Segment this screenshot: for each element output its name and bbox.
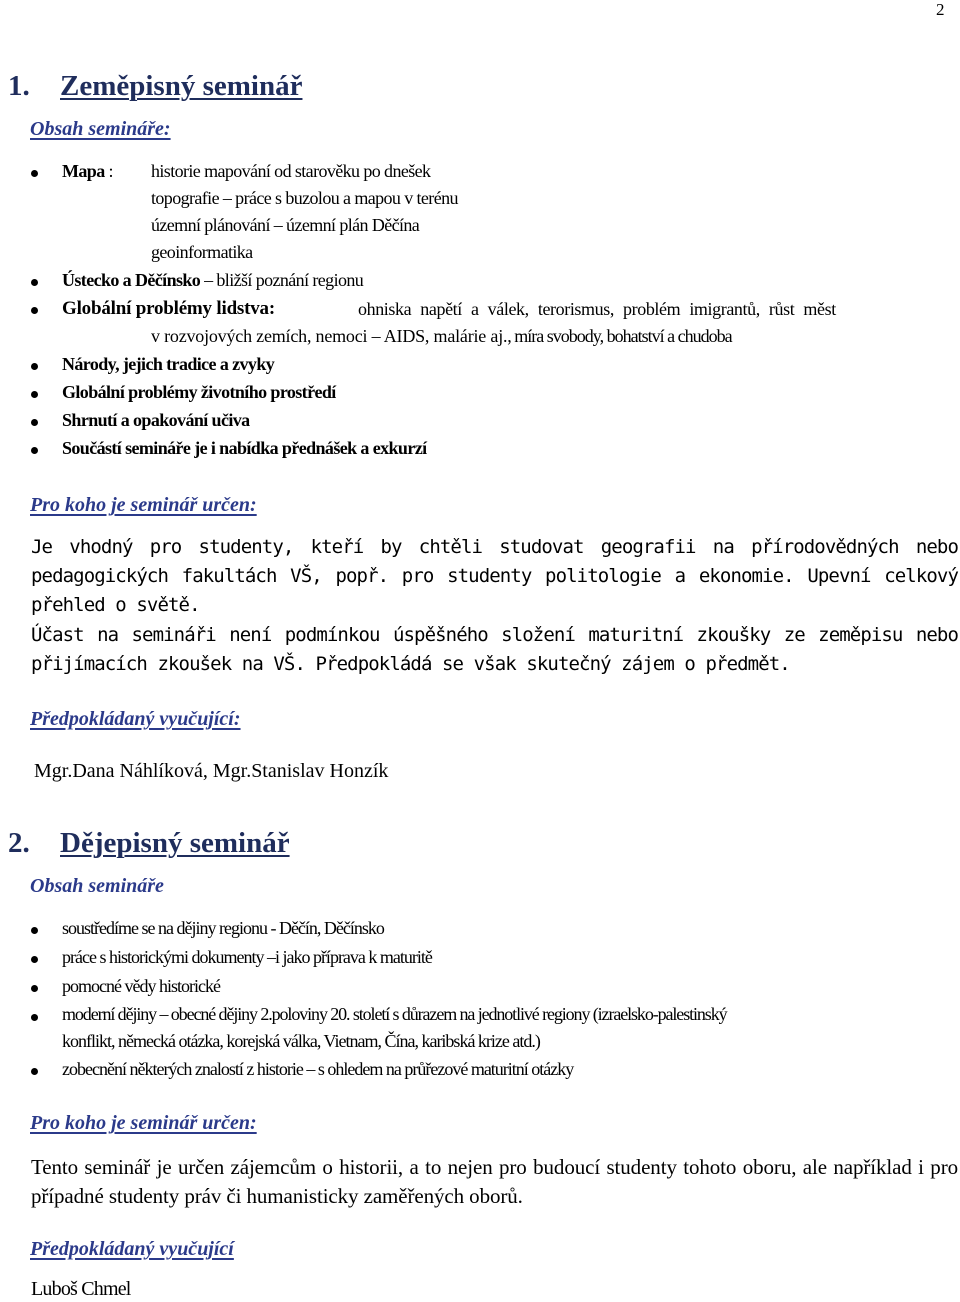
page-number: 2 (936, 0, 945, 19)
bullet-icon (31, 419, 38, 426)
map-label: Mapa (62, 161, 105, 181)
history-item: moderní dějiny – obecné dějiny 2.poloviny 20. století s důrazem na jednotlivé regiony (izraelsko-palestinský (62, 1004, 727, 1024)
bullet-icon (31, 956, 38, 963)
bullet-icon (31, 1014, 38, 1021)
section2-audience-heading: Pro koho je seminář určen: (30, 1112, 257, 1134)
bold-item: Národy, jejich tradice a zvyky (62, 354, 275, 374)
history-item: zobecnění některých znalostí z historie – s ohledem na průřezové maturitní otázky (62, 1059, 574, 1079)
global-line2-a: v rozvojových zemích, nemoci – AIDS, malárie aj. (151, 326, 508, 346)
map-subitem: topografie – práce s buzolou a mapou v terénu (151, 188, 458, 208)
bullet-icon (31, 447, 38, 454)
section2-number: 2. (8, 827, 30, 859)
map-colon: : (104, 161, 113, 181)
region-item (62, 270, 363, 291)
bold-item: Shrnutí a opakování učiva (62, 410, 250, 430)
bullet-icon (31, 1068, 38, 1075)
global-line2 (151, 326, 732, 347)
section2-title-text: Dějepisný seminář (60, 827, 290, 859)
section1-audience-paragraph2: Účast na semináři není podmínkou úspěšného složení maturitní zkoušky ze zeměpisu nebo přijímacích zkoušek na VŠ. Předpokládá se však skutečný zájem o předmět. (31, 624, 958, 675)
section1-number: 1. (8, 70, 30, 102)
section1-audience-heading: Pro koho je seminář určen: (30, 494, 257, 516)
bullet-icon (31, 363, 38, 370)
section2-title (8, 827, 290, 860)
bullet-icon (31, 391, 38, 398)
bullet-icon (31, 279, 38, 286)
bold-item: Součástí semináře je i nabídka přednášek a exkurzí (62, 438, 427, 458)
map-subitem: územní plánování – územní plán Děčína (151, 215, 420, 235)
section2-audience-paragraph: Tento seminář je určen zájemcům o historii, a to nejen pro budoucí studenty tohoto oboru, ale například i pro případné studenty práv či humanisticky zaměřených oborů. (31, 1155, 958, 1208)
section1-teacher-heading: Předpokládaný vyučující: (30, 708, 241, 730)
region-bold: Ústecko a Děčínsko (62, 270, 201, 290)
global-line1: ohniska napětí a válek, terorismus, problém imigrantů, růst měst (358, 299, 836, 319)
section1-title (8, 70, 302, 103)
history-item: soustředíme se na dějiny regionu - Děčín, Děčínsko (62, 918, 384, 938)
history-item-continuation: konflikt, německá otázka, korejská válka, Vietnam, Čína, karibská krize atd.) (62, 1031, 540, 1051)
map-subitem: geoinformatika (151, 242, 253, 262)
section1-audience-paragraph1: Je vhodný pro studenty, kteří by chtěli studovat geografii na přírodovědných nebo pedagogických fakultách VŠ, popř. pro studenty politologie a ekonomie. Upevní celkový přehled o světě. (31, 536, 958, 616)
global-label: Globální problémy lidstva: (62, 298, 275, 319)
section1-content-heading: Obsah semináře: (30, 118, 171, 140)
bold-item: Globální problémy životního prostředí (62, 382, 336, 402)
bullet-icon (31, 927, 38, 934)
bullet-icon (31, 307, 38, 314)
bullet-icon (31, 170, 38, 177)
region-rest: – bližší poznání regionu (200, 270, 364, 290)
section2-teacher-heading: Předpokládaný vyučující (30, 1238, 234, 1260)
bullet-icon (31, 985, 38, 992)
section2-teacher: Luboš Chmel (31, 1278, 131, 1300)
section1-teachers: Mgr.Dana Náhlíková, Mgr.Stanislav Honzík (34, 760, 389, 782)
history-item: práce s historickými dokumenty –i jako příprava k maturitě (62, 947, 432, 967)
map-subitem: historie mapování od starověku po dnešek (151, 161, 431, 181)
section1-title-text: Zeměpisný seminář (60, 70, 303, 102)
map-item (62, 161, 113, 182)
global-line2-b: , míra svobody, bohatství a chudoba (507, 326, 732, 346)
history-item: pomocné vědy historické (62, 976, 220, 996)
section2-content-heading: Obsah semináře (30, 875, 164, 897)
